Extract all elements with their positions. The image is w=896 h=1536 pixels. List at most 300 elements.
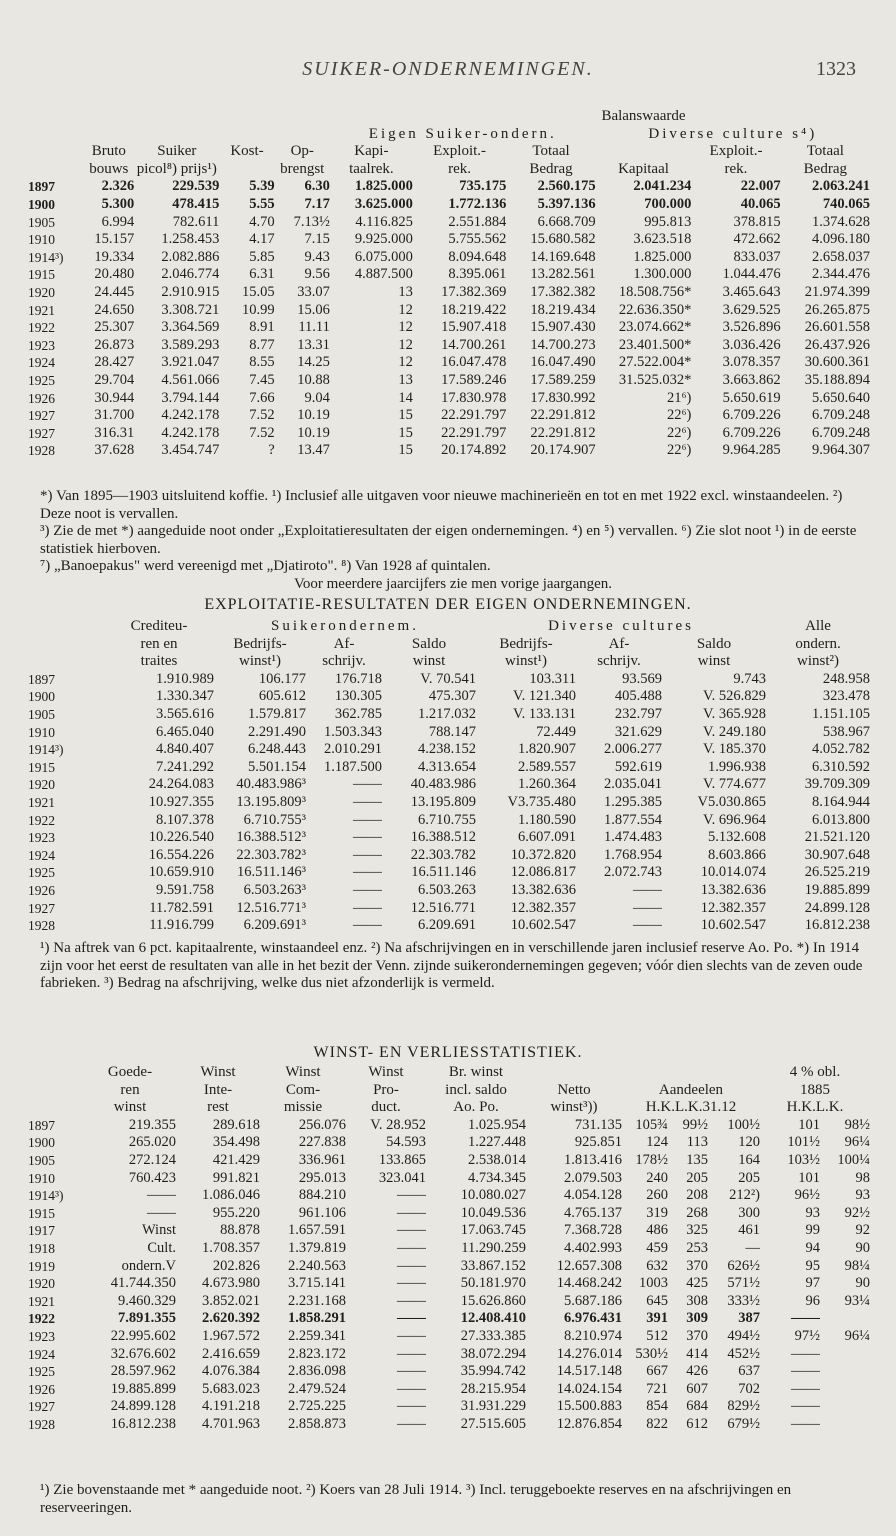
table-cell: 15.157	[94, 231, 135, 248]
col-header-part: picol⁸)	[136, 160, 177, 177]
table-cell: ——	[353, 881, 382, 898]
table-cell: 22.291.812	[530, 424, 596, 441]
col-header: winst	[412, 653, 446, 670]
year-cell: 1918	[28, 1240, 55, 1256]
table-cell: 6.30	[304, 178, 330, 195]
table-cell	[820, 1416, 870, 1434]
table-cell: 12.086.817	[510, 864, 576, 881]
table-row	[28, 741, 870, 759]
table-cell: ——	[633, 881, 662, 898]
table-cell: V5.030.865	[697, 793, 767, 810]
table-cell: 21.521.120	[804, 829, 871, 846]
table-cell: 10.602.547	[510, 917, 576, 934]
year-cell: 1897	[28, 671, 55, 687]
table-cell: 1.217.032	[418, 705, 476, 722]
table-cell: 6.607.091	[518, 829, 576, 846]
table-cell: 16.554.226	[148, 846, 214, 863]
table-cell: 18.508.756*	[618, 283, 692, 300]
col-header: bouws	[89, 160, 129, 177]
col-header: Inte-	[203, 1081, 233, 1098]
table-cell: 31.525.032*	[618, 371, 692, 388]
table-cell: 2.344.476	[812, 266, 870, 283]
table-row	[28, 688, 870, 706]
table-cell: 9.04	[304, 389, 330, 406]
table-cell: 5.55	[249, 195, 275, 212]
header-row	[28, 1082, 870, 1100]
table-cell: 33.867.152	[460, 1257, 526, 1274]
table-cell: 14.169.648	[530, 248, 596, 265]
col-header: Alle	[805, 618, 831, 634]
table-cell: 1.858.291	[288, 1310, 346, 1327]
table-cell: 5.85	[249, 248, 275, 265]
table-cell: ——	[397, 1415, 426, 1432]
col-header: Br. winst	[448, 1064, 504, 1080]
table-cell: 227.838	[298, 1134, 346, 1151]
table-cell: 637	[738, 1363, 760, 1380]
year-cell: 1927	[28, 425, 55, 441]
table-cell: 16.047.478	[441, 354, 507, 371]
table-cell: 961.106	[298, 1204, 346, 1221]
table-cell: 4.402.993	[564, 1239, 622, 1256]
table-cell: 10.19	[297, 424, 330, 441]
table-row	[28, 372, 870, 390]
table-cell: 205	[738, 1169, 760, 1186]
table-cell: 4.238.152	[418, 741, 476, 758]
table-cell: 354.498	[212, 1134, 260, 1151]
table-cell	[820, 1363, 870, 1381]
header-row	[28, 653, 870, 671]
table-cell: 9.591.758	[156, 881, 214, 898]
table-cell: 13.31	[297, 336, 330, 353]
table-cell: 32.676.602	[110, 1345, 176, 1362]
table-cell: 1.086.046	[202, 1187, 260, 1204]
table-cell: V3.735.480	[507, 793, 576, 810]
table-cell: 1.180.590	[518, 811, 576, 828]
table-row	[28, 776, 870, 794]
table-cell: 494½	[727, 1327, 760, 1344]
table-cell: ——	[353, 846, 382, 863]
table-cell: 40.483.986	[410, 776, 476, 793]
table-cell: 232.797	[614, 705, 662, 722]
table-cell: 4.242.178	[161, 407, 220, 424]
table-cell: 17.382.382	[530, 283, 596, 300]
year-cell: 1926	[28, 390, 55, 406]
table-cell: 607	[686, 1380, 708, 1397]
table-cell: 10.19	[297, 407, 330, 424]
footnote: ¹) Na aftrek van 6 pct. kapitaalrente, winstaandeel enz. ²) Na afschrijvingen en in verschillende jaren inclusief reserve Ao. Po. *) In 1914 zijn voor het eerst de resultaten van alle in het bezit der Venn. zijnde suikerondernemingen gegeven; vóór dien slechts van de zeven oude fabrieken. ³) Bedrag na afschrijving, welke dus niet afzonderlijk is vermeld.	[40, 940, 863, 992]
table-cell: 452½	[727, 1345, 760, 1362]
year-cell: 1914³)	[28, 1188, 64, 1204]
table-cell: 1.379.819	[288, 1239, 346, 1256]
header-row	[28, 108, 870, 126]
table-cell: 2.082.886	[161, 248, 220, 265]
table-cell: 7.241.292	[156, 758, 214, 775]
year-cell: 1923	[28, 1328, 55, 1344]
table-row	[28, 1293, 870, 1311]
table-cell: 6.310.592	[812, 758, 871, 775]
table-cell: 605.612	[258, 688, 306, 705]
table-cell: ——	[791, 1363, 820, 1380]
table-cell: 22.995.602	[110, 1327, 176, 1344]
table-cell: 268	[686, 1204, 708, 1221]
table-cell: 33.07	[297, 283, 330, 300]
table-cell: 30.600.361	[804, 354, 870, 371]
table-row	[28, 178, 870, 196]
col-header: ondern.	[795, 635, 841, 652]
table-row	[28, 847, 870, 865]
col-header-diverse: Diverse cultures	[548, 618, 694, 634]
table-cell: 10.080.027	[460, 1187, 526, 1204]
table-cell: 164	[738, 1151, 760, 1168]
table-cell: 10.226.540	[148, 829, 214, 846]
table-cell: 6.248.443	[248, 741, 306, 758]
table-cell: ——	[353, 917, 382, 934]
table-cell: 100½	[727, 1116, 760, 1133]
table-cell: 8.603.866	[708, 846, 767, 863]
table-cell: 6.709.226	[722, 407, 781, 424]
table-cell: 256.076	[298, 1116, 346, 1133]
col-header: Bedrijfs-	[233, 635, 287, 652]
col-header: Winst	[368, 1064, 404, 1080]
col-header-part: prijs¹)	[180, 160, 217, 177]
year-cell: 1928	[28, 1416, 55, 1432]
table-row	[28, 671, 870, 689]
table-cell: 1.708.357	[202, 1239, 260, 1256]
table-cell: 405.488	[614, 688, 662, 705]
table-cell: 15.500.883	[556, 1398, 622, 1415]
table-cell: 22.007	[740, 178, 781, 195]
year-cell: 1910	[28, 232, 55, 248]
header-row	[28, 1099, 870, 1117]
table-cell: 2.589.557	[518, 758, 576, 775]
table-cell: 309	[686, 1310, 708, 1327]
table-cell: 1.227.448	[468, 1134, 526, 1151]
table-cell: 679½	[727, 1415, 760, 1432]
table-row	[28, 284, 870, 302]
table-cell: 6.013.800	[812, 811, 871, 828]
col-header: taalrek.	[349, 160, 394, 177]
table-row	[28, 829, 870, 847]
table-cell: 478.415	[172, 195, 220, 212]
table-cell: 2.538.014	[468, 1151, 526, 1168]
table-cell: 9.460.329	[118, 1292, 176, 1309]
col-header: winst¹)	[505, 653, 547, 670]
table-cell: 5.650.640	[812, 389, 870, 406]
table-cell: 11.290.259	[461, 1239, 526, 1256]
table-cell: 94	[805, 1239, 820, 1256]
table-cell: 459	[646, 1239, 668, 1256]
table-cell: 16.047.490	[530, 354, 596, 371]
table-cell: 15	[398, 407, 413, 424]
table-cell: 205	[686, 1169, 708, 1186]
table-cell: 22.303.782	[410, 846, 476, 863]
col-header: 4 % obl.	[789, 1064, 841, 1080]
col-header: Pro-	[373, 1081, 399, 1098]
table-cell: 11.782.591	[149, 899, 214, 916]
col-header: winst	[697, 653, 731, 670]
year-cell: 1915	[28, 267, 55, 283]
table-cell: 95	[805, 1257, 820, 1274]
year-cell: 1924	[28, 355, 55, 371]
table-cell: 135	[686, 1151, 708, 1168]
table-cell: 333½	[727, 1292, 760, 1309]
col-header: Af-	[333, 635, 355, 652]
year-cell: 1900	[28, 1135, 55, 1151]
table-cell: 29.704	[94, 371, 135, 388]
table-row	[28, 442, 870, 460]
table-cell: 1.295.385	[604, 793, 662, 810]
table-cell	[820, 1346, 870, 1364]
year-cell: 1925	[28, 1364, 55, 1380]
table-cell: ——	[397, 1239, 426, 1256]
table-cell: V. 249.180	[703, 723, 767, 740]
table-cell: 1.825.000	[633, 248, 692, 265]
table-cell: 17.382.369	[441, 283, 507, 300]
table-cell: 336.961	[298, 1151, 346, 1168]
table-cell: 16.388.512	[410, 829, 476, 846]
year-cell: 1925	[28, 865, 55, 881]
col-header: Ao. Po.	[453, 1099, 499, 1116]
col-header: Saldo	[411, 635, 447, 652]
footnotes-2	[40, 940, 866, 993]
table-row	[28, 1310, 870, 1328]
table-cell: 13.47	[297, 442, 330, 459]
table-cell: ——	[353, 864, 382, 881]
table-cell: 731.135	[574, 1116, 622, 1133]
footnotes-3	[40, 1482, 866, 1517]
table-cell: 219.355	[128, 1116, 176, 1133]
table-cell: 4.734.345	[468, 1169, 526, 1186]
table-cell: 16.812.238	[110, 1415, 176, 1432]
table-cell: 92	[855, 1222, 871, 1239]
table-cell: V. 28.952	[370, 1116, 426, 1133]
table-cell: 4.17	[249, 231, 275, 248]
table-cell: 17.589.246	[441, 371, 507, 388]
table-cell: 10.99	[242, 301, 275, 318]
col-header: Op-	[290, 143, 314, 160]
table-cell: V. 185.370	[703, 741, 767, 758]
table-cell: 2.006.277	[604, 741, 662, 758]
table-cell: 4.561.066	[161, 371, 220, 388]
col-header: Bruto	[91, 143, 126, 160]
table-cell: 2.910.915	[161, 283, 220, 300]
year-cell: 1921	[28, 794, 55, 810]
table-cell: 14	[398, 389, 413, 406]
table-cell: 5.132.608	[708, 829, 767, 846]
col-header: winst¹)	[239, 653, 281, 670]
table-cell: 13.382.636	[510, 881, 576, 898]
table-cell: ondern.V	[121, 1257, 176, 1274]
col-header: winst²)	[797, 653, 840, 670]
col-header: rest	[207, 1099, 229, 1116]
table-cell: ——	[397, 1327, 426, 1344]
table-cell: V. 696.964	[703, 811, 767, 828]
table-cell: 5.687.186	[564, 1292, 622, 1309]
table-cell: 461	[738, 1222, 760, 1239]
table-cell: 12.876.854	[556, 1415, 622, 1432]
col-header: rek.	[724, 160, 748, 177]
col-header: winst	[113, 1099, 147, 1116]
table-cell: 2.231.168	[288, 1292, 346, 1309]
table-cell: 103½	[787, 1151, 820, 1168]
table-cell: 26.601.558	[804, 319, 870, 336]
col-header	[134, 161, 219, 179]
table-cell: 113	[686, 1134, 708, 1151]
table-cell: 667	[646, 1363, 668, 1380]
table-cell: 10.014.074	[700, 864, 767, 881]
table-cell: 12	[398, 319, 413, 336]
table-cell: 40.483.986³	[236, 776, 306, 793]
table-cell: 6.710.755	[418, 811, 476, 828]
table-row	[28, 231, 870, 249]
col-header: Winst	[200, 1064, 236, 1080]
table-cell: 760.423	[128, 1169, 176, 1186]
table-cell: 3.589.293	[161, 336, 220, 353]
balance-table-body	[28, 178, 870, 460]
table-cell: 21.974.399	[804, 283, 870, 300]
col-header-eigen: Eigen Suiker-ondern.	[368, 125, 557, 142]
page-number: 1323	[816, 58, 856, 80]
table-row	[28, 266, 870, 284]
table-cell: 12.382.357	[700, 899, 767, 916]
table-cell: 3.623.518	[633, 231, 692, 248]
table-cell: 2.551.884	[448, 213, 507, 230]
table-row	[28, 249, 870, 267]
table-cell: 2.725.225	[288, 1398, 346, 1415]
year-cell: 1927	[28, 900, 55, 916]
table-cell: 19.885.899	[110, 1380, 176, 1397]
table-cell: 97	[805, 1275, 820, 1292]
table-cell: 6.709.248	[812, 407, 870, 424]
table-cell: 4.052.782	[812, 741, 871, 758]
table-cell: 5.755.562	[448, 231, 507, 248]
year-cell: 1924	[28, 1346, 55, 1362]
table-cell: ——	[353, 899, 382, 916]
table-cell: 6.31	[249, 266, 275, 283]
year-cell: 1922	[28, 320, 55, 336]
table-cell: 2.658.037	[812, 248, 870, 265]
table-cell: 2.560.175	[537, 178, 596, 195]
year-cell: 1927	[28, 1399, 55, 1415]
table-cell: 124	[646, 1134, 668, 1151]
table-cell: 93	[855, 1187, 871, 1204]
table-cell: 93	[805, 1204, 820, 1221]
table-row	[28, 759, 870, 777]
table-cell: 17.830.978	[441, 389, 507, 406]
table-cell: 240	[646, 1169, 668, 1186]
table-cell: 22⁶)	[666, 424, 692, 441]
table-cell: 30.944	[94, 389, 135, 406]
table-cell: 6.994	[101, 213, 135, 230]
col-header: schrijv.	[322, 653, 366, 670]
table-cell: 8.55	[249, 354, 275, 371]
table-cell: ——	[791, 1310, 820, 1327]
table-row	[28, 1205, 870, 1223]
table-cell: 19.334	[94, 248, 135, 265]
table-cell: 39.709.309	[804, 776, 871, 793]
table-cell: 472.662	[733, 231, 781, 248]
table-cell: 26.873	[94, 336, 135, 353]
table-cell: 35.188.894	[804, 371, 870, 388]
col-header: Netto	[557, 1081, 591, 1098]
table-cell: 22⁶)	[666, 407, 692, 424]
year-cell: 1920	[28, 777, 55, 793]
table-cell: ——	[397, 1275, 426, 1292]
table-cell: 7.52	[249, 424, 275, 441]
table-cell: 925.851	[574, 1134, 622, 1151]
table-cell: 93¼	[844, 1292, 871, 1309]
table-cell: ——	[791, 1345, 820, 1362]
year-cell: 1921	[28, 1293, 55, 1309]
col-header: Bedrag	[803, 160, 847, 177]
table-cell: 530½	[635, 1345, 668, 1362]
table-cell: 1.374.628	[812, 213, 870, 230]
table-cell: 362.785	[334, 705, 382, 722]
table-cell: 20.174.892	[441, 442, 507, 459]
col-header: Saldo	[696, 635, 732, 652]
table-cell: 14.024.154	[556, 1380, 622, 1397]
table-cell: 3.526.896	[722, 319, 781, 336]
table-cell: 1.967.572	[202, 1327, 260, 1344]
table-cell: 10.602.547	[700, 917, 767, 934]
table-cell: 14.700.273	[530, 336, 596, 353]
year-cell: 1910	[28, 724, 55, 740]
table-cell: 24.445	[94, 283, 135, 300]
table-cell: 1.768.954	[604, 846, 662, 863]
table-cell: 99	[805, 1222, 820, 1239]
table-cell: V. 133.131	[513, 705, 576, 722]
year-cell: 1919	[28, 1258, 55, 1274]
table-cell: 98	[855, 1169, 871, 1186]
header-row	[28, 161, 870, 179]
table-cell: 684	[686, 1398, 708, 1415]
table-cell: 2.041.234	[633, 178, 692, 195]
balance-table	[28, 108, 870, 460]
table-cell: 4.076.384	[202, 1363, 260, 1380]
table-cell: 7.15	[304, 231, 330, 248]
year-cell: 1897	[28, 179, 55, 195]
table-cell: 414	[686, 1345, 708, 1362]
table-cell: 700.000	[644, 195, 692, 212]
table-cell: Cult.	[147, 1239, 176, 1256]
running-title: SUIKER-ONDERNEMINGEN.	[302, 58, 594, 80]
table-cell: 1.260.364	[518, 776, 576, 793]
table-cell: 1.825.000	[354, 178, 413, 195]
table-cell: 1.044.476	[722, 266, 781, 283]
table-cell: 12.382.357	[510, 899, 576, 916]
table-cell: 295.013	[298, 1169, 346, 1186]
table-cell: 12.657.308	[556, 1257, 622, 1274]
table-row	[28, 390, 870, 408]
table-row	[28, 1240, 870, 1258]
table-cell: V. 121.340	[513, 688, 576, 705]
table-cell: 995.813	[644, 213, 692, 230]
table-row	[28, 337, 870, 355]
table-cell: 13.382.636	[700, 881, 767, 898]
table-cell: 22.291.797	[441, 407, 507, 424]
table-cell: 1.258.453	[161, 231, 220, 248]
table-cell: 4.313.654	[418, 758, 476, 775]
table-cell: ——	[397, 1204, 426, 1221]
table-cell: 4.887.500	[354, 266, 413, 283]
table-cell: 6.465.040	[156, 723, 214, 740]
table-row	[28, 917, 870, 935]
table-row	[28, 794, 870, 812]
table-cell: 8.210.974	[564, 1327, 622, 1344]
table-cell: 6.503.263	[418, 881, 476, 898]
table-cell: 512	[646, 1327, 668, 1344]
table-cell: 2.823.172	[288, 1345, 346, 1362]
